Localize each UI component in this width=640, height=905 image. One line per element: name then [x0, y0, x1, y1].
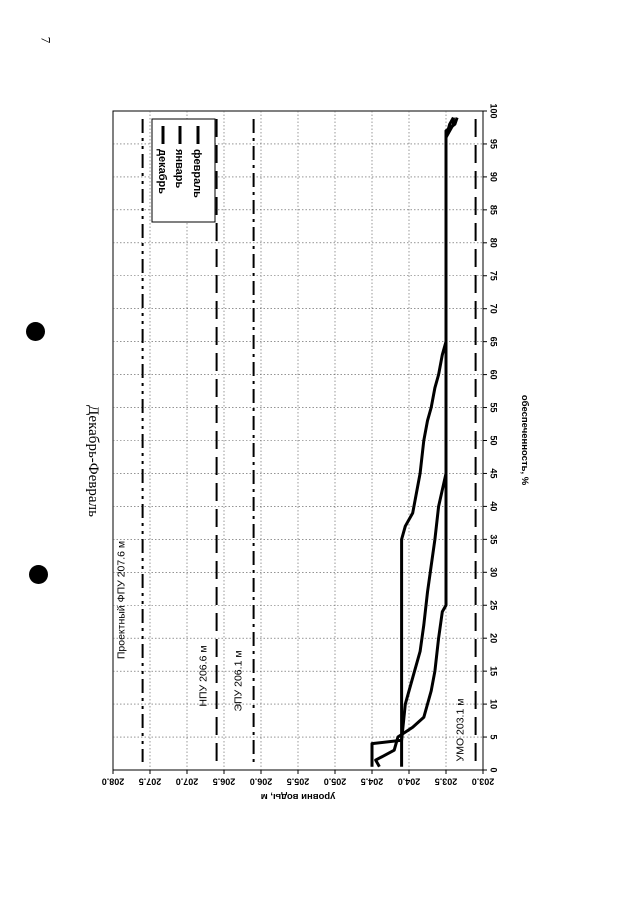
x-tick-label-35: 35 [488, 534, 499, 545]
y-tick-label-205.0: 205.0 [323, 776, 347, 787]
legend-label-jan: январь [173, 149, 185, 189]
y-tick-label-204.0: 204.0 [397, 776, 421, 787]
legend-label-feb: февраль [191, 149, 203, 198]
x-tick-label-20: 20 [488, 633, 499, 644]
x-tick-label-50: 50 [488, 435, 499, 446]
x-tick-label-90: 90 [488, 171, 499, 182]
x-tick-label-10: 10 [488, 699, 499, 710]
x-tick-label-15: 15 [488, 666, 499, 677]
page-number: 7 [38, 36, 54, 44]
x-tick-label-85: 85 [488, 204, 499, 215]
x-tick-label-75: 75 [488, 270, 499, 281]
x-tick-label-100: 100 [488, 103, 499, 119]
x-tick-label-65: 65 [488, 336, 499, 347]
reference-label-1: НПУ 206.6 м [197, 645, 210, 707]
y-tick-label-207.5: 207.5 [138, 776, 162, 787]
legend [152, 119, 215, 222]
x-tick-label-80: 80 [488, 237, 499, 248]
y-tick-label-206.5: 206.5 [212, 776, 236, 787]
y-tick-label-204.5: 204.5 [360, 776, 384, 787]
series-line-2 [372, 118, 453, 767]
x-axis-title: обеспеченность, % [519, 394, 530, 486]
x-tick-label-5: 5 [488, 734, 499, 740]
y-tick-label-205.5: 205.5 [286, 776, 310, 787]
reference-label-0: Проектный ФПУ 207.6 м [115, 540, 128, 660]
y-tick-label-203.5: 203.5 [434, 776, 458, 787]
reference-label-3: УМО 203.1 м [454, 698, 467, 762]
x-tick-label-55: 55 [488, 402, 499, 413]
x-tick-label-0: 0 [488, 767, 499, 773]
y-tick-label-208.0: 208.0 [101, 776, 125, 787]
x-tick-label-70: 70 [488, 303, 499, 314]
x-tick-label-25: 25 [488, 600, 499, 611]
x-tick-label-40: 40 [488, 501, 499, 512]
x-tick-label-30: 30 [488, 567, 499, 578]
chart-title: Декабрь-Февраль [85, 405, 101, 517]
reference-label-2: ЭПУ 206.1 м [232, 650, 245, 712]
x-tick-label-45: 45 [488, 468, 499, 479]
y-axis-title: уровни воды, м [260, 791, 336, 802]
x-tick-label-95: 95 [488, 138, 499, 149]
y-tick-label-207.0: 207.0 [175, 776, 199, 787]
series [372, 118, 457, 767]
y-tick-label-203.0: 203.0 [471, 776, 495, 787]
x-tick-label-60: 60 [488, 369, 499, 380]
y-tick-label-206.0: 206.0 [249, 776, 273, 787]
legend-label-dec: декабрь [156, 149, 168, 194]
